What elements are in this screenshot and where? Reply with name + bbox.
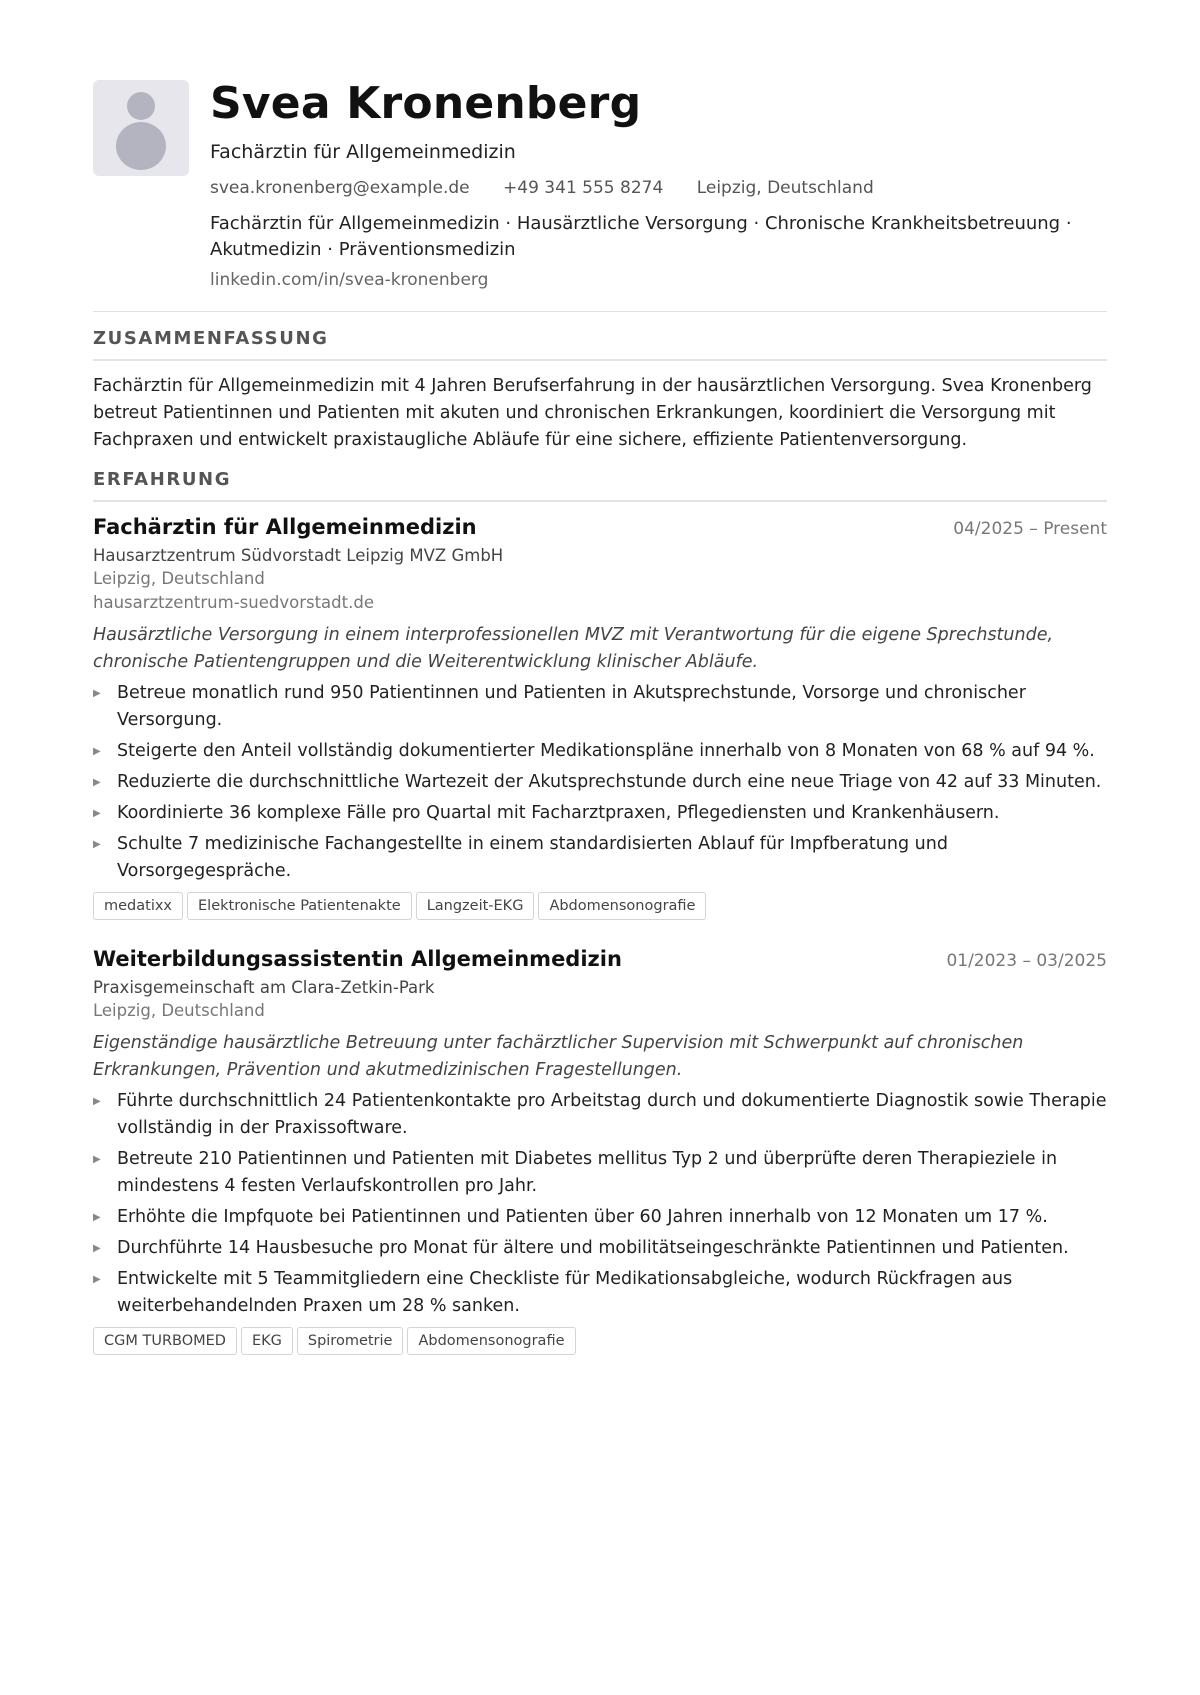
avatar-placeholder-icon: [93, 80, 189, 176]
bullet-triangle-icon: ▶: [93, 746, 101, 757]
list-item: [93, 1146, 1107, 1200]
job-date: 01/2023 – 03/2025: [946, 951, 1107, 971]
list-item: [93, 680, 1107, 734]
list-item: [93, 769, 1107, 796]
list-item: [93, 1235, 1107, 1262]
bullet-text: Führte durchschnittlich 24 Patientenkontakte pro Arbeitstag durch und dokumentierte Diagnostik sowie Therapie vollständig in der Praxissoftware.: [117, 1091, 1107, 1138]
list-item: [93, 1204, 1107, 1231]
skill-tag: Elektronische Patientenakte: [187, 892, 412, 920]
bullet-triangle-icon: ▶: [93, 808, 101, 819]
job-date: 04/2025 – Present: [953, 519, 1107, 539]
bullet-text: Betreute 210 Patientinnen und Patienten mit Diabetes mellitus Typ 2 und überprüfte deren Therapieziele in mindestens 4 festen Verlaufskontrollen pro Jahr.: [117, 1149, 1058, 1196]
bullet-text: Durchführte 14 Hausbesuche pro Monat für ältere und mobilitätseingeschränkte Patientinnen und Patienten.: [117, 1238, 1069, 1258]
skill-tag: Langzeit-EKG: [416, 892, 535, 920]
contact-phone[interactable]: +49 341 555 8274: [503, 178, 664, 198]
job-title: Fachärztin für Allgemeinmedizin: [93, 515, 477, 539]
job-company: Praxisgemeinschaft am Clara-Zetkin-Park: [93, 978, 435, 997]
job-description: Eigenständige hausärztliche Betreuung unter fachärztlicher Supervision mit Schwerpunkt auf chronischen Erkrankungen, Prävention und akutmedizinischen Fragestellungen.: [93, 1033, 1024, 1080]
header-divider: [93, 311, 1107, 312]
job-bullets: [93, 1088, 1107, 1320]
bullet-triangle-icon: ▶: [93, 1212, 101, 1223]
summary-text: Fachärztin für Allgemeinmedizin mit 4 Jahren Berufserfahrung in der hausärztlichen Versorgung. Svea Kronenberg betreut Patientinnen und Patienten mit akuten und chronischen Erkrankungen, koordiniert die Versorgung mit Fachpraxen und entwickelt praxistaugliche Abläufe für eine sichere, effiziente Patientenversorgung.: [93, 376, 1092, 450]
linkedin-link[interactable]: linkedin.com/in/svea-kronenberg: [210, 270, 489, 290]
skill-tag: Abdomensonografie: [407, 1327, 575, 1355]
job-entry: [93, 513, 1107, 920]
job-location: Leipzig, Deutschland: [93, 1001, 265, 1020]
bullet-text: Erhöhte die Impfquote bei Patientinnen und Patienten über 60 Jahren innerhalb von 12 Monaten um 17 %.: [117, 1207, 1048, 1227]
job-entry: [93, 945, 1107, 1355]
bullet-triangle-icon: ▶: [93, 839, 101, 850]
bullet-text: Steigerte den Anteil vollständig dokumentierter Medikationspläne innerhalb von 8 Monaten von 68 % auf 94 %.: [117, 741, 1095, 761]
avatar-body-shape: [116, 122, 166, 170]
job-description: Hausärztliche Versorgung in einem interprofessionellen MVZ mit Verantwortung für die eigene Sprechstunde, chronische Patientengruppen und die Weiterentwicklung klinischer Abläufe.: [93, 625, 1054, 672]
skill-tag: Abdomensonografie: [538, 892, 706, 920]
profile-headline: Fachärztin für Allgemeinmedizin · Hausärztliche Versorgung · Chronische Krankheitsbetreuung · Akutmedizin · Präventionsmedizin: [210, 213, 1072, 260]
list-item: [93, 738, 1107, 765]
resume-header: [93, 80, 1107, 291]
list-item: [93, 800, 1107, 827]
job-title: Weiterbildungsassistentin Allgemeinmedizin: [93, 947, 622, 971]
skill-tags: [93, 1327, 1107, 1355]
skill-tag: Spirometrie: [297, 1327, 404, 1355]
job-website-link[interactable]: hausarztzentrum-suedvorstadt.de: [93, 593, 374, 612]
job-header: [93, 945, 1107, 973]
summary-heading: ZUSAMMENFASSUNG: [93, 328, 1107, 361]
job-bullets: [93, 680, 1107, 885]
bullet-triangle-icon: ▶: [93, 688, 101, 699]
bullet-text: Entwickelte mit 5 Teammitgliedern eine Checkliste für Medikationsabgleiche, wodurch Rückfragen aus weiterbehandelnden Praxen um 28 % sanken.: [117, 1269, 1013, 1316]
contact-location: Leipzig, Deutschland: [696, 178, 874, 198]
skill-tag: EKG: [241, 1327, 293, 1355]
header-info: [210, 80, 1107, 291]
skill-tag: medatixx: [93, 892, 183, 920]
experience-heading: ERFAHRUNG: [93, 469, 1107, 502]
skill-tags: [93, 892, 1107, 920]
contact-email[interactable]: svea.kronenberg@example.de: [210, 178, 470, 198]
bullet-text: Betreue monatlich rund 950 Patientinnen und Patienten in Akutsprechstunde, Vorsorge und chronischer Versorgung.: [117, 683, 1026, 730]
bullet-triangle-icon: ▶: [93, 777, 101, 788]
bullet-triangle-icon: ▶: [93, 1096, 101, 1107]
bullet-triangle-icon: ▶: [93, 1243, 101, 1254]
skill-tag: CGM TURBOMED: [93, 1327, 237, 1355]
contact-line: [210, 177, 1107, 199]
bullet-triangle-icon: ▶: [93, 1154, 101, 1165]
bullet-text: Reduzierte die durchschnittliche Wartezeit der Akutsprechstunde durch eine neue Triage von 42 auf 33 Minuten.: [117, 772, 1102, 792]
list-item: [93, 1266, 1107, 1320]
person-subtitle: Fachärztin für Allgemeinmedizin: [210, 141, 516, 163]
person-name: Svea Kronenberg: [210, 78, 642, 129]
job-company: Hausarztzentrum Südvorstadt Leipzig MVZ GmbH: [93, 546, 504, 565]
bullet-text: Koordinierte 36 komplexe Fälle pro Quartal mit Facharztpraxen, Pflegediensten und Krankenhäusern.: [117, 803, 1000, 823]
list-item: [93, 831, 1107, 885]
bullet-text: Schulte 7 medizinische Fachangestellte in einem standardisierten Ablauf für Impfberatung und Vorsorgegespräche.: [117, 834, 948, 881]
list-item: [93, 1088, 1107, 1142]
job-location: Leipzig, Deutschland: [93, 569, 265, 588]
job-header: [93, 513, 1107, 541]
avatar-head-shape: [127, 92, 155, 120]
bullet-triangle-icon: ▶: [93, 1274, 101, 1285]
